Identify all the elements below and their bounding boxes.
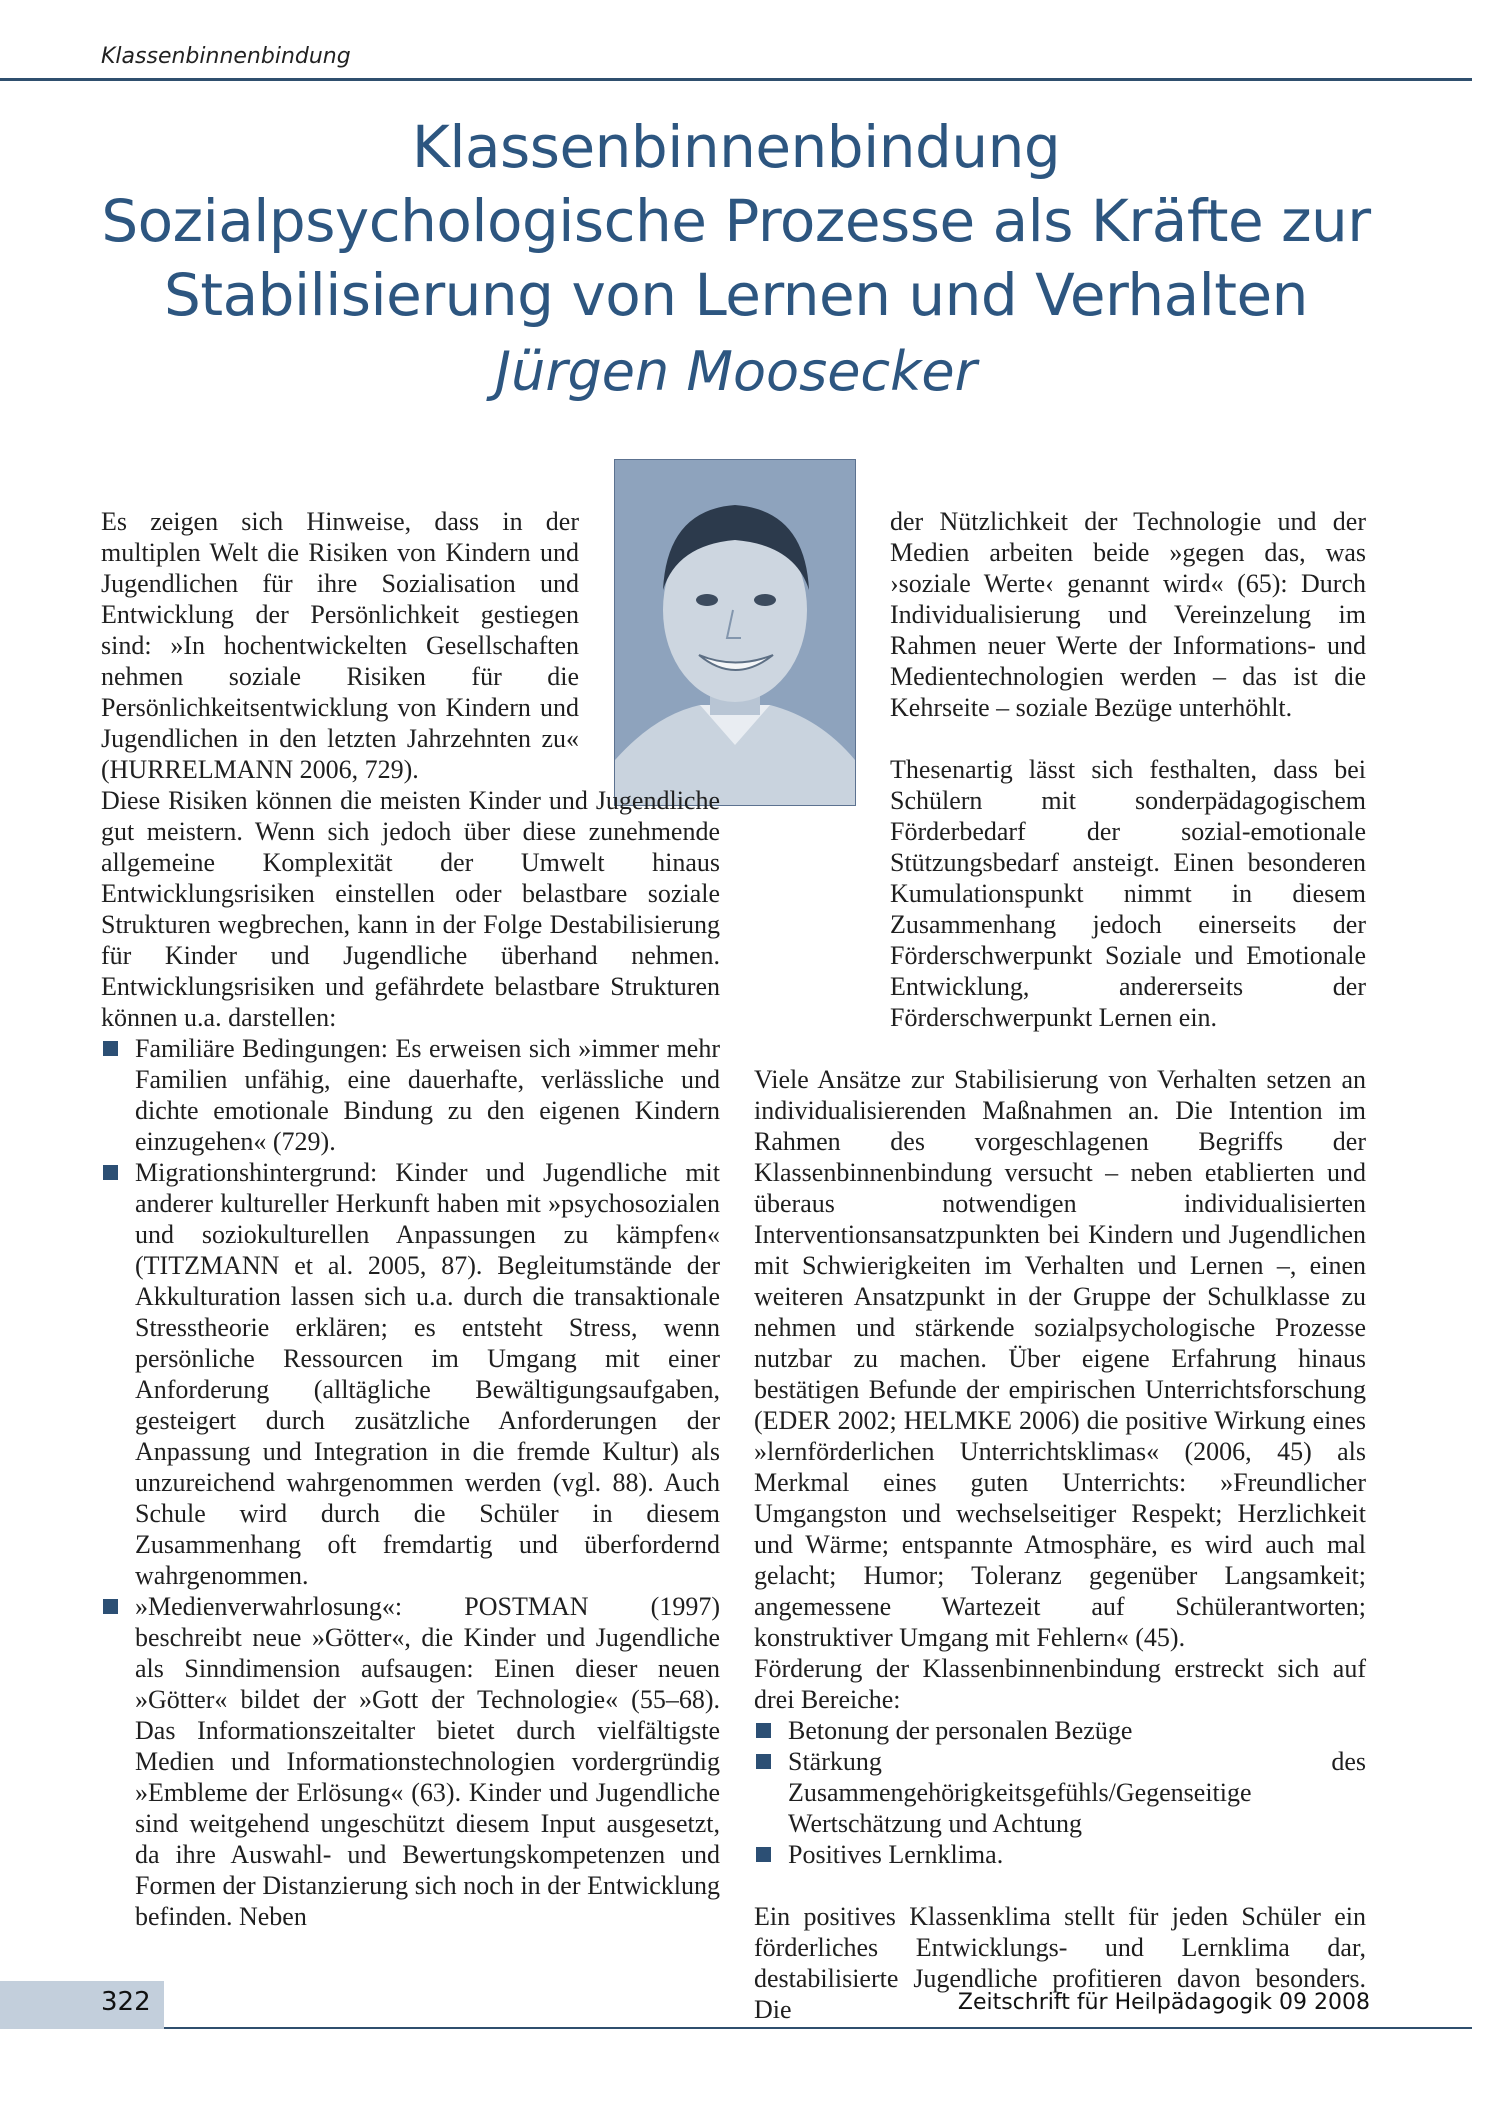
left-paragraph-2: Diese Risiken können die meisten Kinder und Jugendliche gut meistern. Wenn sich jedoch über diese zunehmende allgemeine Komplexität der Umwelt hinaus Entwicklungsrisiken einstellen oder belastbare soziale Strukturen wegbrechen, kann in der Folge Destabilisierung für Kinder und Jugendliche überhand nehmen. Entwicklungsrisiken und gefährdete belastbare Strukturen können u.a. darstellen: [101, 786, 720, 1032]
left-bullet-1-text: Familiäre Bedingungen: Es erweisen sich »immer mehr Familien unfähig, eine dauerhafte, verlässliche und dichte emotionale Bindung zu den eigenen Kindern einzugehen« (729). [135, 1034, 720, 1156]
left-bullet-1 [101, 1033, 720, 1157]
page-number: 322 [101, 1987, 151, 2017]
right-paragraph-3: Viele Ansätze zur Stabilisierung von Verhalten setzen an individualisierenden Maßnahmen an. Die Intention im Rahmen des vorgeschlagenen Begriffs der Klassenbinnenbindung versucht – neben etablierten und überaus notwendigen individualisierten Interventionsansatzpunkten bei Kindern und Jugendlichen mit Schwierigkeiten im Verhalten und Lernen –, einen weiteren Ansatzpunkt in der Gruppe der Schulklasse zu nehmen und stärkende sozialpsychologische Prozesse nutzbar zu machen. Über eigene Erfahrung hinaus bestätigen Befunde der empirischen Unterrichtsforschung (EDER 2002; HELMKE 2006) die positive Wirkung eines »lernförderlichen Unterrichtsklimas« (2006, 45) als Merkmal eines guten Unterrichts: »Freundlicher Umgangston und wechselseitiger Respekt; Herzlichkeit und Wärme; entspannte Atmosphäre, es wird auch mal gelacht; Humor; Toleranz gegenüber Langsamkeit; angemessene Wartezeit auf Schülerantworten; konstruktiver Umgang mit Fehlern« (45). [754, 1065, 1366, 1652]
right-paragraph-2: Thesenartig lässt sich festhalten, dass bei Schülern mit sonderpädagogischem Förderbedarf der sozial-emotionale Stützungsbedarf ansteigt. Einen besonderen Kumulationspunkt nimmt in diesem Zusammenhang jedoch einerseits der Förderschwerpunkt Soziale und Emotionale Entwicklung, andererseits der Förderschwerpunkt Lernen ein. [890, 755, 1366, 1032]
right-bullet-1-text: Betonung der personalen Bezüge [788, 1716, 1133, 1745]
title-line-2: Sozialpsychologische Prozesse als Kräfte zur [101, 187, 1371, 255]
left-bullet-2-text: Migrationshintergrund: Kinder und Jugendliche mit anderer kultureller Herkunft haben mit »psychosozialen und soziokulturellen Anpassungen zu kämpfen« (TITZMANN et al. 2005, 87). Begleitumstände der Akkulturation lassen sich u.a. durch die transaktionale Stresstheorie erklären; es entsteht Stress, wenn persönliche Ressourcen im Umgang mit einer Anforderung (alltägliche Bewältigungsaufgaben, gesteigert durch zusätzliche Anforderungen der Anpassung und Integration in die fremde Kultur) als unzureichend wahrgenommen werden (vgl. 88). Auch Schule wird durch die Schüler in diesem Zusammenhang oft fremdartig und überfordernd wahrgenommen. [135, 1158, 720, 1590]
right-paragraph-5: Ein positives Klassenklima stellt für jeden Schüler ein förderliches Entwicklungs- und Lernklima dar, destabilisierte Jugendliche profitieren davon besonders. Die [754, 1902, 1366, 2024]
title-line-3: Stabilisierung von Lernen und Verhalten [164, 261, 1308, 329]
article-title-block [0, 110, 1472, 412]
right-column-top [890, 506, 1366, 723]
footer-rule [164, 2027, 1472, 2029]
header-rule [0, 78, 1472, 81]
left-column [101, 506, 607, 785]
right-paragraph-4: Förderung der Klassenbinnenbindung erstreckt sich auf drei Bereiche: [754, 1654, 1366, 1714]
author-name: Jürgen Moosecker [495, 340, 977, 403]
right-bullet-1 [754, 1715, 1366, 1746]
left-bullet-3 [101, 1591, 720, 1932]
right-column [754, 754, 1366, 2025]
journal-name: Zeitschrift für Heilpädagogik 09 2008 [957, 1990, 1370, 2015]
running-header: Klassenbinnenbindung [101, 44, 351, 69]
right-bullet-3 [754, 1839, 1366, 1870]
left-bullet-2 [101, 1157, 720, 1591]
left-paragraph-1: Es zeigen sich Hinweise, dass in der multiplen Welt die Risiken von Kindern und Jugendlichen für ihre Sozialisation und Entwicklung der Persönlichkeit gestiegen sind: »In hochentwickelten Gesellschaften nehmen soziale Risiken für die Persönlichkeitsentwicklung von Kindern und Jugendlichen in den letzten Jahrzehnten zu« (HURRELMANN 2006, 729). [101, 507, 579, 784]
right-bullet-2-text: Stärkung des Zusammengehörigkeitsgefühls/Gegenseitige Wertschätzung und Achtung [788, 1747, 1366, 1838]
left-bullet-3-text: »Medienverwahrlosung«: POSTMAN (1997) beschreibt neue »Götter«, die Kinder und Jugendliche als Sinndimension aufsaugen: Einen dieser neuen »Götter« bildet der »Gott der Technologie« (55–68). Das Informationszeitalter bietet durch vielfältigste Medien und Informationstechnologien vordergründig »Embleme der Erlösung« (63). Kinder und Jugendliche sind weitgehend ungeschützt diesem Input ausgesetzt, da ihre Auswahl- und Bewertungskompetenzen und Formen der Distanzierung sich noch in der Entwicklung befinden. Neben [135, 1592, 720, 1931]
right-bullet-2 [754, 1746, 1366, 1839]
right-bullet-3-text: Positives Lernklima. [788, 1840, 1004, 1869]
title-line-1: Klassenbinnenbindung [411, 113, 1061, 181]
right-paragraph-1: der Nützlichkeit der Technologie und der Medien arbeiten beide »gegen das, was ›soziale Werte‹ genannt wird« (65): Durch Individualisierung und Vereinzelung im Rahmen neuer Werte der Informations- und Medientechnologien werden – das ist die Kehrseite – soziale Bezüge unterhöhlt. [890, 507, 1366, 722]
left-column-lower [101, 785, 720, 1932]
